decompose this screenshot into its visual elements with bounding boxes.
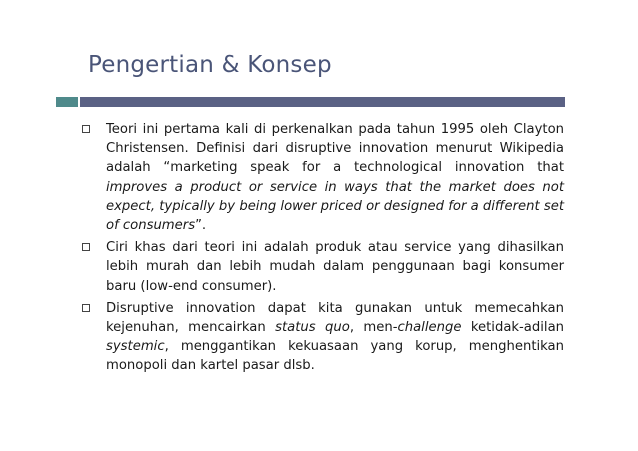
bullet-item (80, 120, 564, 235)
bullet-text (106, 299, 564, 376)
text-segment-italic: improves a product or service in ways that the market does not expect, typically by being lower priced or designed for a different set of consumers (106, 179, 564, 234)
title-accent-bar-teal (56, 97, 78, 107)
text-segment: , menggantikan kekuasaan yang korup, menghentikan monopoli dan kartel pasar dlsb. (106, 339, 564, 374)
text-segment: , men- (349, 320, 398, 336)
text-segment: Ciri khas dari teori ini adalah produk atau service yang dihasilkan lebih murah dan lebih mudah dalam penggunaan bagi konsumer baru (low-end consumer). (106, 240, 564, 294)
text-segment-italic: status quo (275, 320, 350, 336)
text-segment: ketidak-adilan (461, 320, 565, 336)
text-segment-italic: systemic (106, 339, 165, 355)
bullet-text (106, 238, 564, 296)
square-bullet-icon (82, 304, 90, 312)
bullet-list (80, 120, 564, 379)
text-segment: Disruptive innovation dapat kita gunakan untuk memecahkan kejenuhan, mencairkan (106, 300, 564, 336)
bullet-item (80, 299, 564, 376)
slide-title: Pengertian & Konsep (88, 52, 332, 78)
bullet-text (106, 120, 564, 235)
bullet-item (80, 238, 564, 296)
text-segment: ”. (195, 218, 207, 234)
title-accent-bar-slate (80, 97, 565, 107)
text-segment-italic: challenge (397, 320, 462, 336)
square-bullet-icon (82, 243, 90, 251)
text-segment: Teori ini pertama kali di perkenalkan pada tahun 1995 oleh Clayton Christensen. Definisi dari disruptive innovation menurut Wikipedia adalah “marketing speak for a technological innovation that (106, 122, 564, 176)
square-bullet-icon (82, 125, 90, 133)
